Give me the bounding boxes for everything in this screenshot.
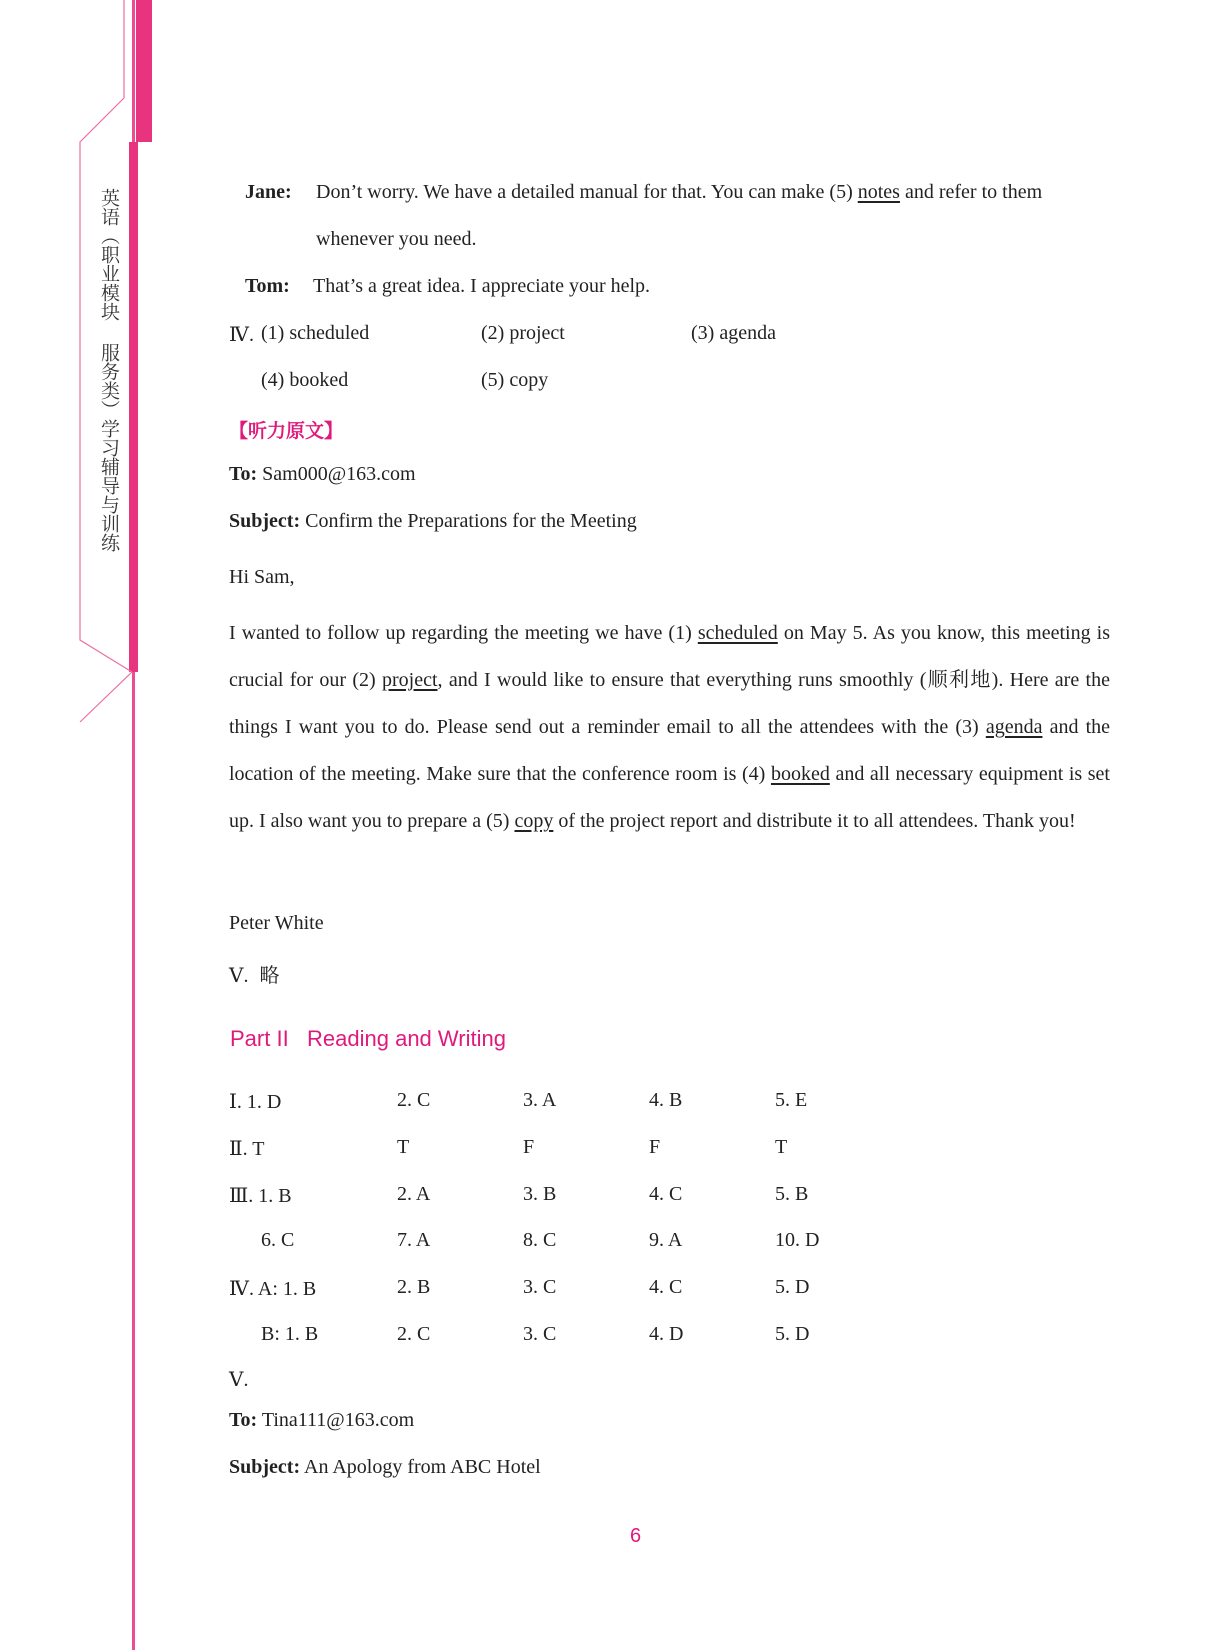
answer-cell: 4. D [649, 1323, 684, 1345]
answer-cell: F [649, 1136, 661, 1158]
answer-cell: Ⅲ. 1. B [229, 1185, 292, 1207]
answer-cell: 4. C [649, 1276, 683, 1298]
answer-cell: B: 1. B [261, 1323, 319, 1345]
answer-booked: booked [770, 763, 830, 785]
body-text: , and I would like to ensure that everything runs smoothly (顺利地). Here are the things I want you to do. Please send out a reminder email to all the attendees with the (3) [229, 669, 1110, 738]
email-to-label: To: [229, 463, 258, 485]
section-v-label: Ⅴ. [229, 965, 249, 987]
answer-cell: 9. A [649, 1229, 683, 1251]
section-v-writing-label: Ⅴ. [229, 1369, 249, 1391]
answer-cell: 3. A [523, 1089, 557, 1111]
answer-cell: Ⅳ. A: 1. B [229, 1278, 317, 1300]
answer-cell: 7. A [397, 1229, 431, 1251]
page-number: 6 [630, 1525, 642, 1547]
answer-item: (1) scheduled [261, 322, 370, 344]
email2-subject-label: Subject: [229, 1456, 301, 1478]
answer-item: (5) copy [481, 369, 549, 391]
dialogue-line-jane-2: whenever you need. [316, 228, 477, 250]
answer-agenda: agenda [985, 716, 1043, 738]
answer-cell: 6. C [261, 1229, 295, 1251]
section-iv-label: Ⅳ. [229, 324, 254, 346]
email-subject-text: Confirm the Preparations for the Meeting [305, 510, 637, 532]
answer-copy: copy [514, 810, 554, 832]
answer-cell: Ⅱ. T [229, 1138, 265, 1160]
answer-cell: 4. B [649, 1089, 683, 1111]
transcript-heading: 【听力原文】 [229, 421, 344, 442]
answer-cell: 2. C [397, 1089, 431, 1111]
email2-to-label: To: [229, 1409, 258, 1431]
email-to-address: Sam000@163.com [262, 463, 416, 485]
answer-item: (2) project [481, 322, 565, 344]
section-v [229, 959, 279, 988]
body-text: I wanted to follow up regarding the meeting we have (1) [229, 622, 698, 644]
dialogue-text: and refer to them [899, 181, 1043, 203]
email-subject-label: Subject: [229, 510, 301, 532]
answer-notes: notes [857, 181, 900, 203]
speaker-tom: Tom: [245, 275, 290, 297]
speaker-jane: Jane: [245, 181, 292, 203]
body-text: on May 5. As you know, this meeting is crucial for our (2) [229, 622, 1110, 691]
answer-item: (4) booked [261, 369, 349, 391]
dialogue-line-tom: That’s a great idea. I appreciate your help. [313, 275, 651, 297]
answer-cell: 8. C [523, 1229, 557, 1251]
email2-subject-text: An Apology from ABC Hotel [304, 1456, 541, 1478]
answer-cell: 2. B [397, 1276, 431, 1298]
answer-cell: 10. D [775, 1229, 820, 1251]
answer-cell: 3. C [523, 1276, 557, 1298]
answer-cell: 3. C [523, 1323, 557, 1345]
answer-cell: 5. D [775, 1323, 810, 1345]
answer-project: project [381, 669, 438, 691]
answer-cell: 2. A [397, 1183, 431, 1205]
answer-cell: Ⅰ. 1. D [229, 1091, 282, 1113]
answer-cell: T [775, 1136, 788, 1158]
email-signature: Peter White [229, 912, 324, 934]
book-title-vertical: 英语（职业模块 服务类）学习辅导与训练 [98, 188, 120, 552]
email-greeting: Hi Sam, [229, 566, 295, 588]
answer-cell: 4. C [649, 1183, 683, 1205]
answer-item: (3) agenda [691, 322, 776, 344]
answer-cell: 5. B [775, 1183, 809, 1205]
answer-cell: F [523, 1136, 535, 1158]
body-text: and all necessary equipment is set up. I also want you to prepare a (5) [229, 763, 1110, 832]
email-body [229, 610, 1110, 845]
answer-cell: 3. B [523, 1183, 557, 1205]
answer-scheduled: scheduled [697, 622, 778, 644]
email2-subject [229, 1456, 541, 1479]
email-to [229, 463, 416, 486]
answer-cell: 5. D [775, 1276, 810, 1298]
part-heading: Part II Reading and Writing [230, 1026, 506, 1051]
dialogue-line-jane [316, 181, 1104, 204]
dialogue-text: Don’t worry. We have a detailed manual for that. You can make (5) [316, 181, 858, 203]
body-text: of the project report and distribute it to all attendees. Thank you! [553, 810, 1076, 832]
body-text: and the location of the meeting. Make sure that the conference room is (4) [229, 716, 1111, 785]
answer-cell: T [397, 1136, 410, 1158]
email2-to [229, 1409, 414, 1432]
email-subject [229, 510, 637, 533]
answer-cell: 2. C [397, 1323, 431, 1345]
answer-cell: 5. E [775, 1089, 808, 1111]
email2-to-address: Tina111@163.com [261, 1409, 415, 1431]
section-v-text: 略 [259, 965, 280, 987]
